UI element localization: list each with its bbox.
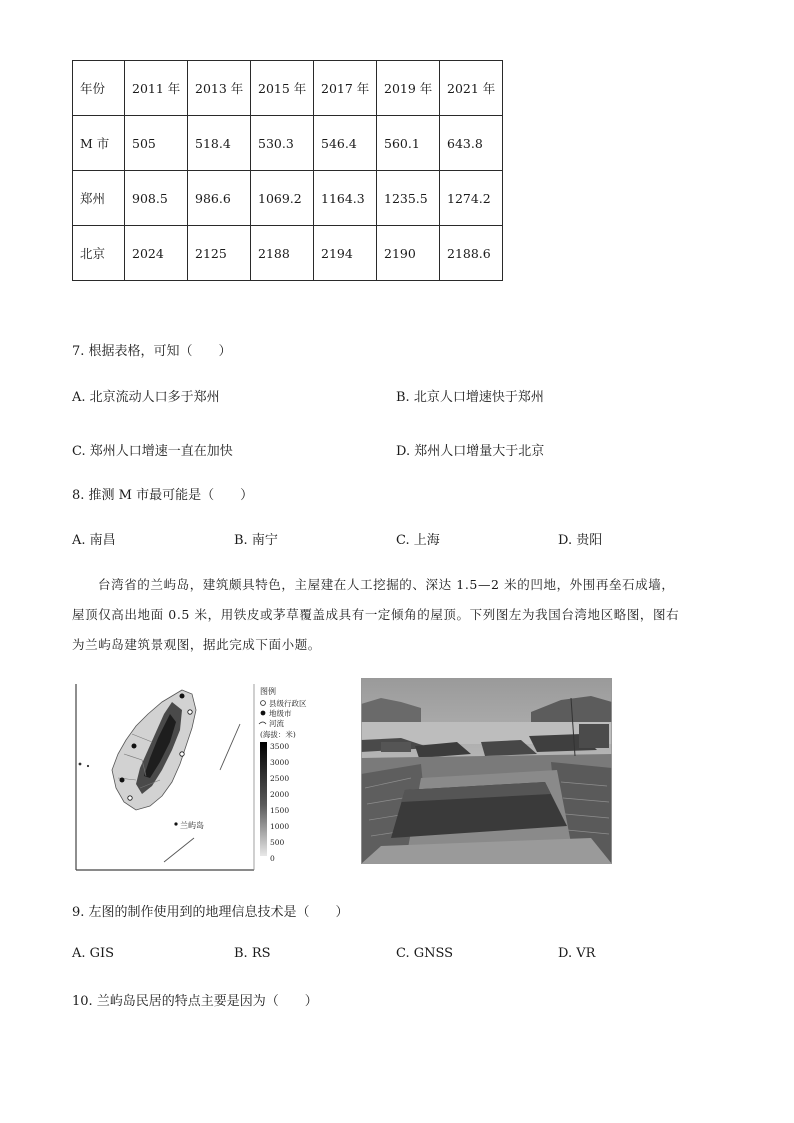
taiwan-map-figure	[74, 684, 326, 872]
table-cell: 2194	[314, 226, 377, 281]
table-cell: 546.4	[314, 116, 377, 171]
question-9-stem: 9. 左图的制作使用到的地理信息技术是（ ）	[72, 905, 349, 920]
table-cell: 2125	[188, 226, 251, 281]
table-cell: 2024	[125, 226, 188, 281]
table-cell: 530.3	[251, 116, 314, 171]
question-7-option-a: A. 北京流动人口多于郑州	[72, 390, 220, 405]
table-cell: 505	[125, 116, 188, 171]
table-cell: 643.8	[440, 116, 503, 171]
table-cell: 郑州	[73, 171, 125, 226]
legend-county: 县级行政区	[269, 699, 307, 708]
table-cell: 1274.2	[440, 171, 503, 226]
legend-river: 河流	[269, 719, 284, 728]
question-7-option-d: D. 郑州人口增量大于北京	[396, 444, 545, 459]
county-circle	[188, 710, 192, 714]
city-dot	[132, 744, 137, 749]
passage-line: 屋顶仅高出地面 0.5 米，用铁皮或茅草覆盖成具有一定倾角的屋顶。下列图左为我国台湾地区略图，图右	[72, 607, 680, 622]
elevation-tick: 2000	[270, 790, 290, 799]
table-cell: 986.6	[188, 171, 251, 226]
question-7-option-b: B. 北京人口增速快于郑州	[396, 390, 544, 405]
table-cell: 2015 年	[251, 61, 314, 116]
question-9-option-d: D. VR	[558, 946, 596, 961]
question-9-option-c: C. GNSS	[396, 946, 454, 961]
map-legend	[259, 686, 307, 863]
table-cell: 2188.6	[440, 226, 503, 281]
table-cell: 2011 年	[125, 61, 188, 116]
question-8-option-a: A. 南昌	[72, 533, 116, 548]
legend-elevation-unit: (海拔：米)	[260, 730, 296, 739]
lanyu-island-label: 兰屿岛	[180, 821, 204, 830]
question-9-option-a: A. GIS	[72, 946, 115, 961]
county-symbol-icon	[261, 701, 266, 706]
passage-line: 台湾省的兰屿岛，建筑颇具特色，主屋建在人工挖掘的、深达 1.5—2 米的凹地，外围再垒石成墙，	[98, 577, 675, 592]
city-symbol-icon	[261, 711, 266, 716]
table-cell: 北京	[73, 226, 125, 281]
elevation-tick: 3500	[270, 742, 290, 751]
table-cell: 1164.3	[314, 171, 377, 226]
table-cell: 2017 年	[314, 61, 377, 116]
question-9-option-b: B. RS	[234, 946, 271, 961]
table-cell: 1235.5	[377, 171, 440, 226]
county-circle	[128, 796, 132, 800]
question-8-option-c: C. 上海	[396, 533, 440, 548]
table-cell: 2019 年	[377, 61, 440, 116]
city-dot	[180, 694, 185, 699]
table-cell: 年份	[73, 61, 125, 116]
table-row	[73, 116, 503, 171]
table-cell: 2021 年	[440, 61, 503, 116]
question-8-option-d: D. 贵阳	[558, 533, 603, 548]
legend-title: 图例	[260, 687, 276, 696]
question-8-option-b: B. 南宁	[234, 533, 278, 548]
elevation-tick: 1000	[270, 822, 290, 831]
table-cell: 2190	[377, 226, 440, 281]
table-cell: 518.4	[188, 116, 251, 171]
table-row	[73, 226, 503, 281]
river-symbol-icon	[259, 722, 266, 724]
county-circle	[180, 752, 184, 756]
elevation-tick: 2500	[270, 774, 290, 783]
elevation-tick: 3000	[270, 758, 290, 767]
legend-city: 地级市	[269, 709, 292, 718]
elevation-tick: 1500	[270, 806, 290, 815]
elevation-tick: 0	[270, 854, 275, 863]
passage	[72, 570, 722, 660]
table-cell: 1069.2	[251, 171, 314, 226]
table-cell: 2013 年	[188, 61, 251, 116]
passage-line: 为兰屿岛建筑景观图，据此完成下面小题。	[72, 637, 321, 652]
elevation-tick: 500	[270, 838, 285, 847]
table-header-row	[73, 61, 503, 116]
table-cell: 908.5	[125, 171, 188, 226]
lanyu-dot	[174, 822, 177, 825]
population-table	[72, 60, 503, 281]
question-7-option-c: C. 郑州人口增速一直在加快	[72, 444, 233, 459]
table-row	[73, 171, 503, 226]
question-10-stem: 10. 兰屿岛民居的特点主要是因为（ ）	[72, 994, 318, 1009]
table-cell: M 市	[73, 116, 125, 171]
question-8-stem: 8. 推测 M 市最可能是（ ）	[72, 488, 254, 503]
table-cell: 560.1	[377, 116, 440, 171]
table-cell: 2188	[251, 226, 314, 281]
elevation-color-bar	[260, 742, 267, 856]
city-dot	[120, 778, 125, 783]
question-7-stem: 7. 根据表格，可知（ ）	[72, 344, 232, 359]
lanyu-building-photo	[361, 678, 612, 864]
